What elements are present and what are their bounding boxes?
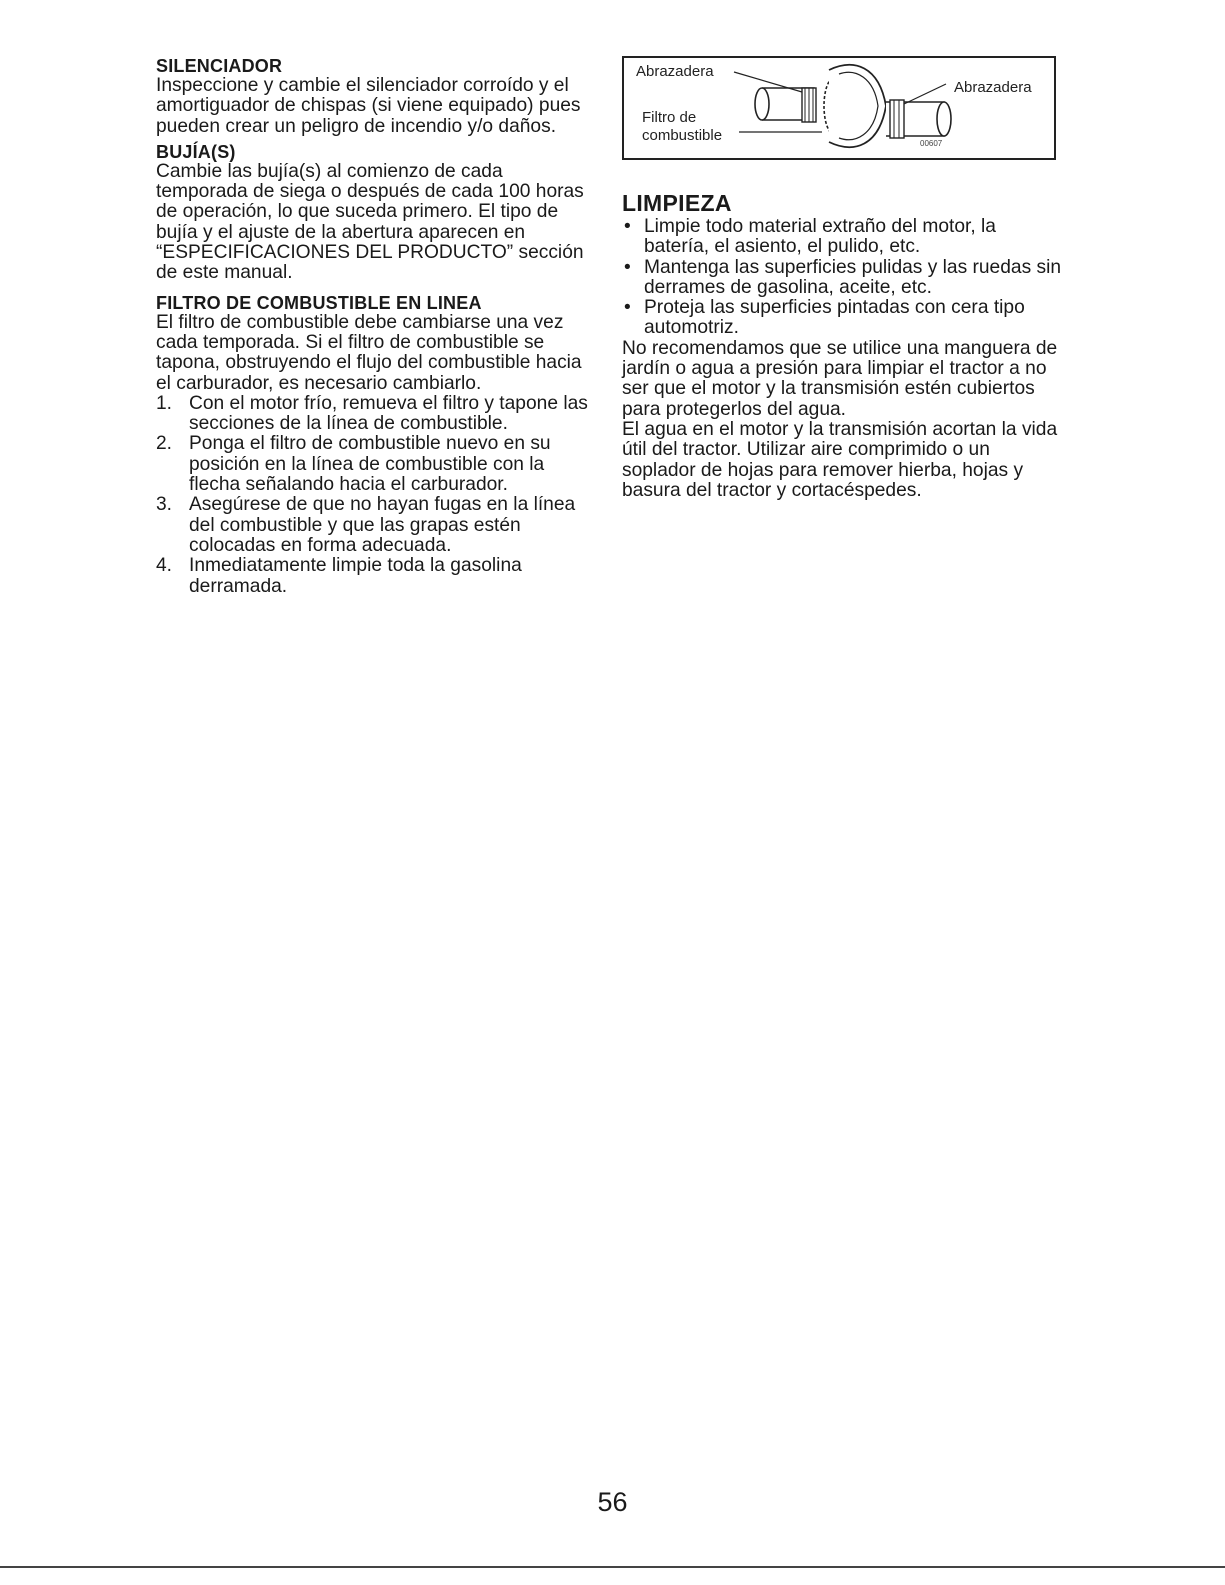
bottom-divider	[0, 1566, 1225, 1568]
bullet-icon: •	[624, 256, 631, 278]
filtro-steps-list	[156, 394, 596, 597]
fuel-filter-illustration	[624, 58, 1054, 158]
step-text: Ponga el filtro de combustible nuevo en su posición en la línea de combustible con la flecha señalando hacia el carburador.	[189, 433, 551, 496]
list-item	[622, 217, 1062, 258]
step-text: Inmediatamente limpie toda la gasolina derramada.	[189, 555, 522, 597]
page-number: 56	[597, 1487, 628, 1517]
list-item	[156, 495, 596, 556]
figure-label-filter-line1: Filtro de	[642, 109, 697, 126]
figure-code: 00607	[920, 139, 943, 148]
left-column	[156, 56, 596, 597]
silenciador-heading: SILENCIADOR	[156, 56, 283, 76]
limpieza-para1: No recomendamos que se utilice una manguera de jardín o agua a presión para limpiar el tractor a no ser que el motor y la transmisión estén cubiertos para protegerlos del agua.	[622, 337, 1058, 420]
step-number: 4.	[156, 555, 173, 577]
list-item	[156, 394, 596, 435]
list-item	[622, 258, 1062, 299]
step-number: 1.	[156, 392, 173, 414]
limpieza-heading: LIMPIEZA	[622, 190, 732, 216]
bujias-text: Cambie las bujía(s) al comienzo de cada temporada de siega o después de cada 100 horas de operación, lo que suceda primero. El tipo de bujía y el ajuste de la abertura aparecen en “ESPECIFICACIONES DEL PRODUCTO” sección de este manual.	[156, 160, 584, 284]
step-number: 2.	[156, 433, 173, 455]
step-text: Asegúrese de que no hayan fugas en la línea del combustible y que las grapas estén colocadas en forma adecuada.	[189, 494, 576, 556]
list-item	[156, 556, 596, 597]
list-item	[156, 434, 596, 495]
silenciador-text: Inspeccione y cambie el silenciador corroído y el amortiguador de chispas (si viene equipado) pues pueden crear un peligro de incendio y/o daños.	[156, 75, 581, 137]
step-number: 3.	[156, 494, 173, 516]
figure-label-filter-line2: combustible	[642, 127, 723, 144]
bullet-text: Proteja las superficies pintadas con cera tipo automotriz.	[644, 297, 1025, 339]
step-text: Con el motor frío, remueva el filtro y tapone las secciones de la línea de combustible.	[189, 392, 588, 435]
filtro-heading: FILTRO DE COMBUSTIBLE EN LINEA	[156, 292, 482, 313]
bullet-text: Limpie todo material extraño del motor, la batería, el asiento, el pulido, etc.	[644, 216, 996, 258]
bullet-icon: •	[624, 297, 631, 319]
figure-label-clamp-right: Abrazadera	[954, 79, 1032, 96]
filtro-text: El filtro de combustible debe cambiarse una vez cada temporada. Si el filtro de combustible se tapona, obstruyendo el flujo del combustible hacia el carburador, es necesario cambiarlo.	[156, 311, 582, 394]
figure-label-clamp-left: Abrazadera	[636, 63, 714, 80]
bullet-icon: •	[624, 216, 631, 237]
bujias-heading: BUJÍA(S)	[156, 141, 236, 162]
limpieza-para2: El agua en el motor y la transmisión acortan la vida útil del tractor. Utilizar aire comprimido o un soplador de hojas para remover hierba, hojas y basura del tractor y cortacéspedes.	[622, 418, 1058, 501]
list-item	[622, 298, 1062, 339]
right-column	[622, 190, 1062, 501]
fuel-filter-figure	[622, 56, 1056, 160]
limpieza-bullets	[622, 217, 1062, 339]
bullet-text: Mantenga las superficies pulidas y las ruedas sin derrames de gasolina, aceite, etc.	[644, 256, 1062, 298]
